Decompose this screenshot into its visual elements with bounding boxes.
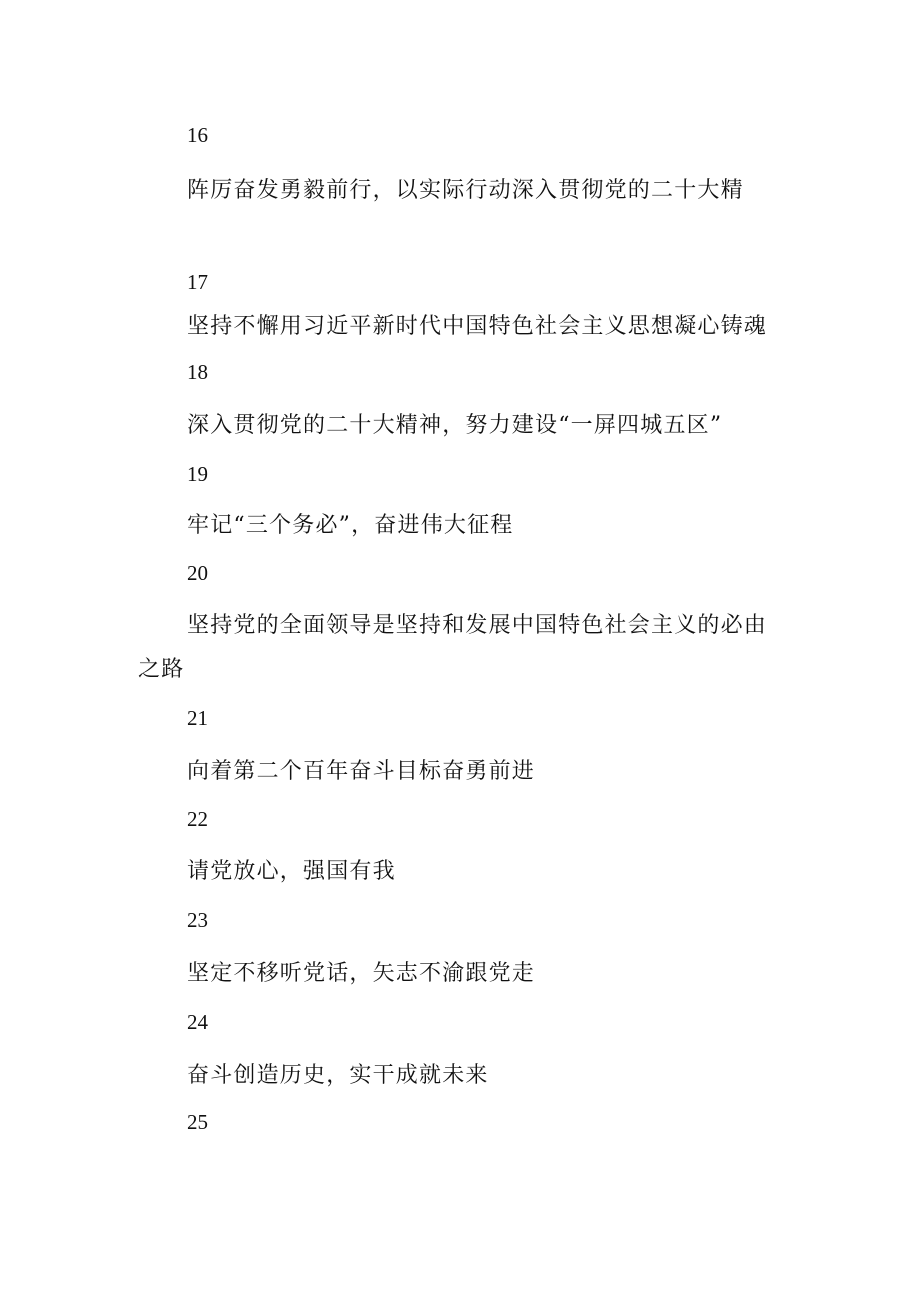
entry-number: 23 [187, 908, 208, 932]
entry-number: 20 [187, 561, 208, 585]
entry-number: 17 [187, 270, 208, 294]
entry-number: 18 [187, 360, 208, 384]
entry-text: 深入贯彻党的二十大精神，努力建设“一屏四城五区” [187, 413, 723, 438]
entry-number: 16 [187, 123, 208, 147]
entry-text: 坚定不移听党话，矢志不渝跟党走 [187, 961, 536, 986]
entry-text: 阵厉奋发勇毅前行，以实际行动深入贯彻党的二十大精 [187, 178, 744, 203]
entry-text: 请党放心，强国有我 [187, 859, 396, 884]
entry-text: 向着第二个百年奋斗目标奋勇前进 [187, 759, 536, 784]
entry-text: 坚持党的全面领导是坚持和发展中国特色社会主义的必由之路 [138, 613, 768, 682]
entry-number: 21 [187, 706, 208, 730]
entry-number: 24 [187, 1010, 208, 1034]
entry-text: 牢记“三个务必”，奋进伟大征程 [187, 513, 514, 538]
entry-text: 坚持不懈用习近平新时代中国特色社会主义思想凝心铸魂 [187, 314, 768, 339]
entry-number: 19 [187, 462, 208, 486]
entry-number: 22 [187, 807, 208, 831]
entry-text: 奋斗创造历史，实干成就未来 [187, 1063, 489, 1088]
entry-number: 25 [187, 1110, 208, 1134]
